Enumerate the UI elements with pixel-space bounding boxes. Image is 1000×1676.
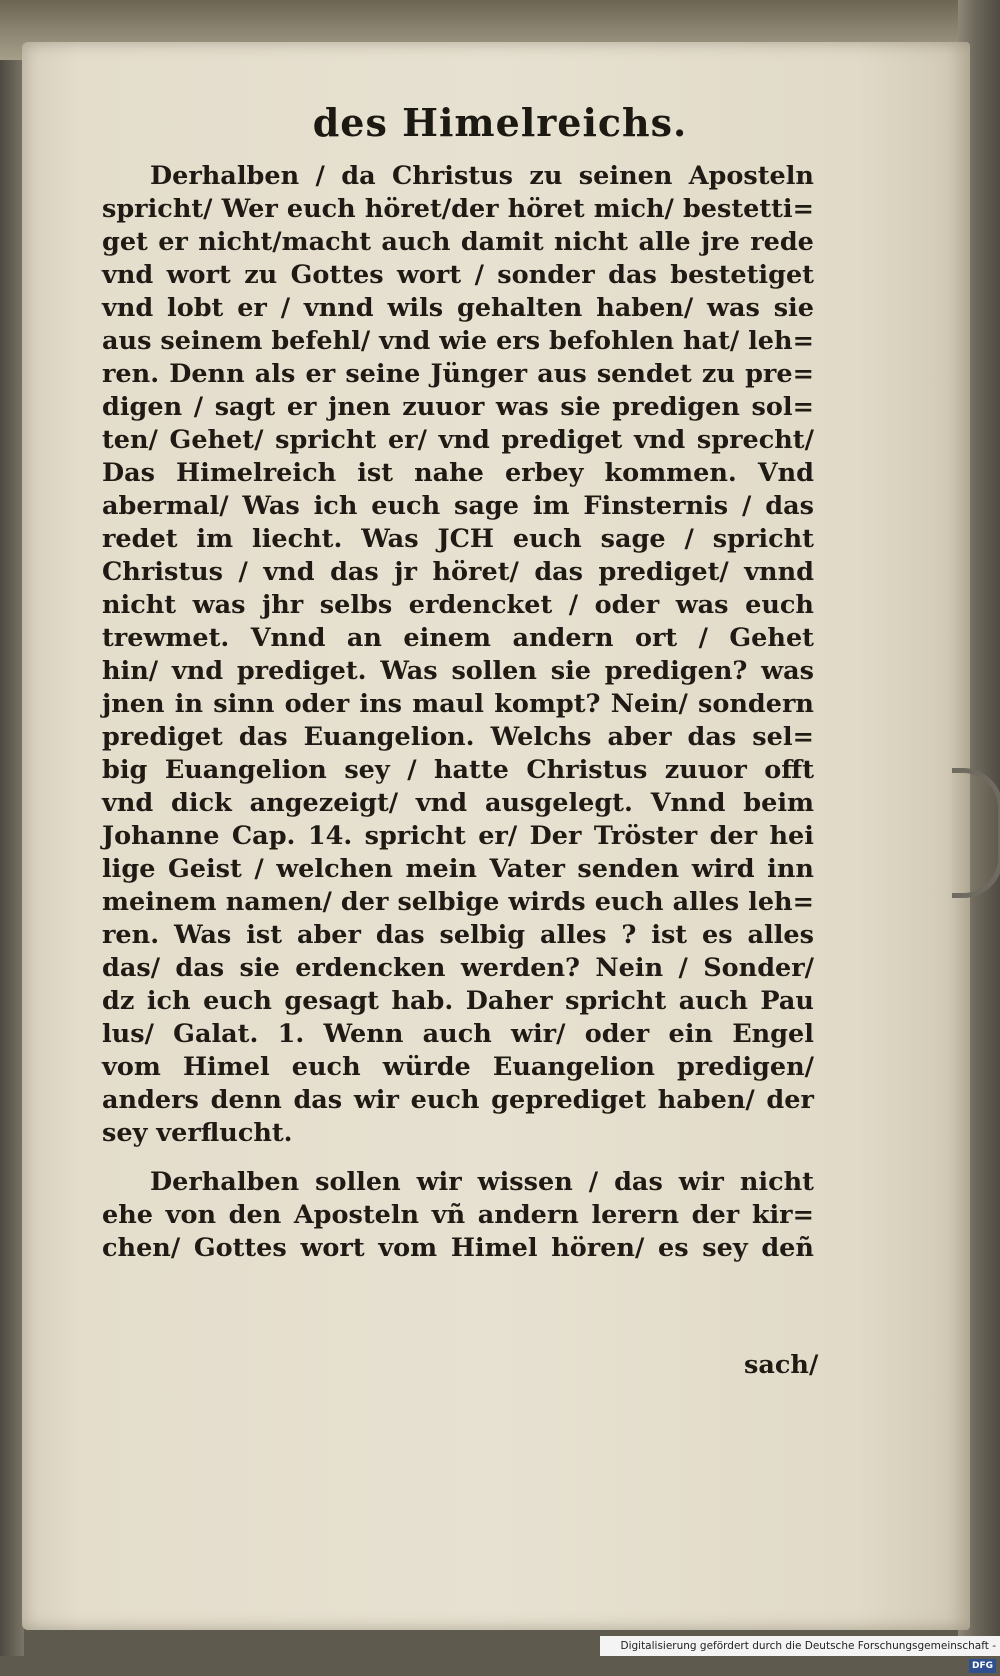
catchword: sach/ <box>744 1350 819 1380</box>
text-line: anders denn das wir euch geprediget haben/ der <box>102 1085 814 1115</box>
paragraph-gap <box>102 1150 814 1166</box>
text-line: chen/ Gottes wort vom Himel hören/ es sey deñ <box>102 1233 814 1263</box>
text-line: sey verflucht. <box>102 1118 293 1148</box>
text-line: nicht was jhr selbs erdencket / oder was euch <box>102 590 814 620</box>
text-line: Johanne Cap. 14. spricht er/ Der Tröster der hei <box>102 821 814 851</box>
page-body-text <box>102 160 814 1265</box>
text-line: ren. Was ist aber das selbig alles ? ist es alles <box>102 920 814 950</box>
text-line: hin/ vnd prediget. Was sollen sie predigen? was <box>102 656 814 686</box>
text-line: vnd wort zu Gottes wort / sonder das bestetiget <box>102 260 814 290</box>
text-line: spricht/ Wer euch höret/der höret mich/ bestetti= <box>102 194 814 224</box>
running-title: des Himelreichs. <box>312 100 688 145</box>
text-line: big Euangelion sey / hatte Christus zuuor offt <box>102 755 814 785</box>
text-line: vom Himel euch würde Euangelion predigen/ <box>102 1052 814 1082</box>
text-line: Derhalben / da Christus zu seinen Aposteln <box>150 161 814 191</box>
paragraph <box>102 1166 814 1265</box>
text-line: meinem namen/ der selbige wirds euch alles leh= <box>102 887 814 917</box>
paragraph <box>102 160 814 1150</box>
text-line: abermal/ Was ich euch sage im Finsternis / das <box>102 491 814 521</box>
footer-credit-text: Digitalisierung gefördert durch die Deutsche Forschungsgemeinschaft - <box>620 1640 996 1652</box>
text-line: digen / sagt er jnen zuuor was sie predigen sol= <box>102 392 814 422</box>
digitization-credit-footer <box>600 1636 1000 1671</box>
text-line: lus/ Galat. 1. Wenn auch wir/ oder ein Engel <box>102 1019 814 1049</box>
text-line: lige Geist / welchen mein Vater senden wird inn <box>102 854 814 884</box>
text-line: prediget das Euangelion. Welchs aber das sel= <box>102 722 814 752</box>
text-line: get er nicht/macht auch damit nicht alle jre rede <box>102 227 814 257</box>
dfg-logo: DFG <box>969 1659 996 1673</box>
text-line: das/ das sie erdencken werden? Nein / Sonder/ <box>102 953 814 983</box>
text-line: redet im liecht. Was JCH euch sage / spricht <box>102 524 814 554</box>
text-line: jnen in sinn oder ins maul kompt? Nein/ sondern <box>102 689 814 719</box>
text-line: Derhalben sollen wir wissen / das wir nicht <box>150 1167 814 1197</box>
book-cover-left <box>0 0 24 1656</box>
text-line: ren. Denn als er seine Jünger aus sendet zu pre= <box>102 359 814 389</box>
text-line: Das Himelreich ist nahe erbey kommen. Vnd <box>102 458 814 488</box>
text-line: dz ich euch gesagt hab. Daher spricht auch Pau <box>102 986 814 1016</box>
text-line: aus seinem befehl/ vnd wie ers befohlen hat/ leh= <box>102 326 814 356</box>
text-line: trewmet. Vnnd an einem andern ort / Gehet <box>102 623 814 653</box>
text-line: vnd lobt er / vnnd wils gehalten haben/ was sie <box>102 293 814 323</box>
text-line: ten/ Gehet/ spricht er/ vnd prediget vnd sprecht/ <box>102 425 814 455</box>
text-line: ehe von den Aposteln vñ andern lerern der kir= <box>102 1200 814 1230</box>
text-line: vnd dick angezeigt/ vnd ausgelegt. Vnnd beim <box>102 788 814 818</box>
text-line: Christus / vnd das jr höret/ das prediget/ vnnd <box>102 557 814 587</box>
book-clasp <box>952 768 1000 898</box>
